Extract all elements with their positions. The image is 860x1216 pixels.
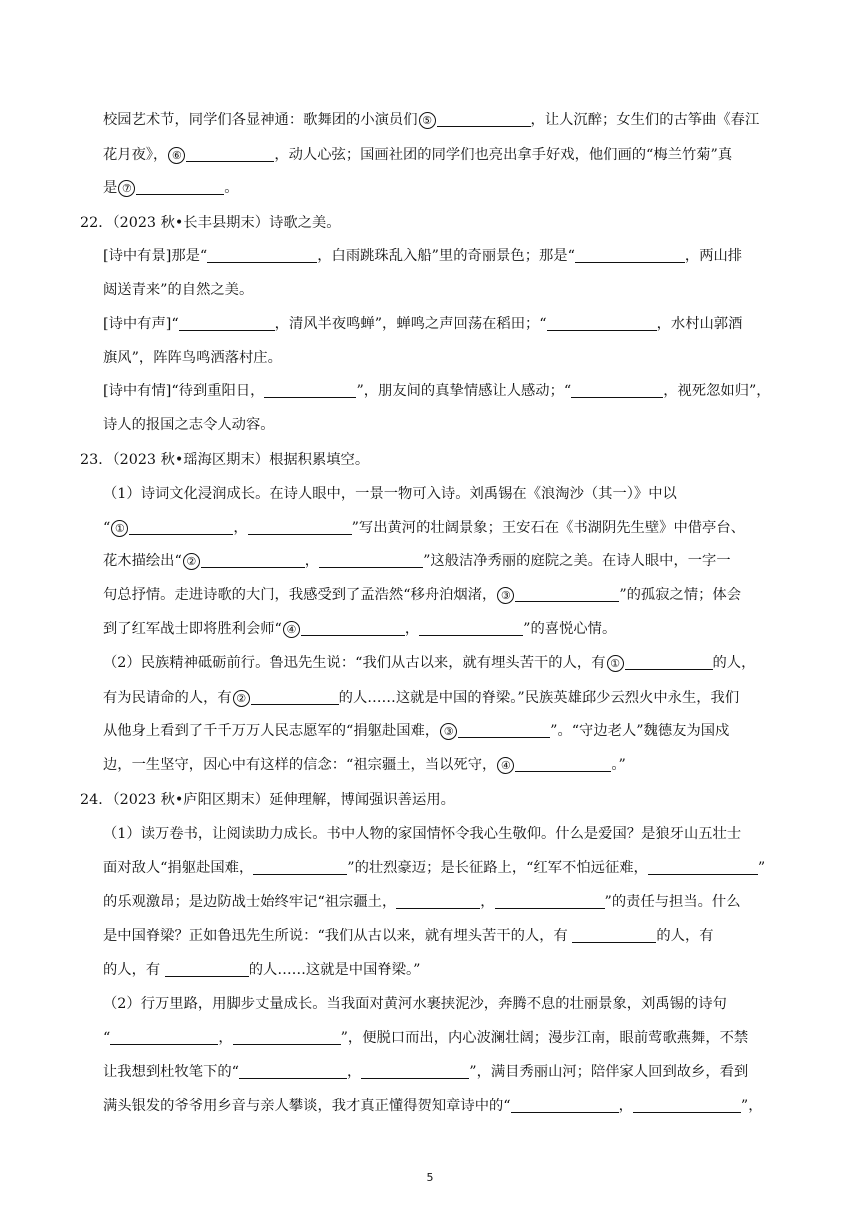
fill-in-blank (264, 382, 356, 398)
text-segment: “ (103, 1030, 111, 1046)
fill-in-blank (207, 247, 317, 263)
text-segment: 旗风”，阵阵鸟鸣洒落村庄。 (103, 350, 282, 366)
fill-in-blank (319, 552, 423, 568)
text-segment: ”写出黄河的壮阔景象；王安石在《书湖阴先生壁》中借亭台、 (351, 520, 745, 536)
circled-number: ① (607, 655, 624, 672)
circled-number: ② (183, 553, 200, 570)
fill-in-blank (110, 1029, 218, 1045)
text-segment: ， (218, 1030, 233, 1046)
text-segment: ”。“守边老人”魏德友为国戍 (550, 723, 730, 739)
text-line (0, 246, 860, 266)
text-line (0, 450, 860, 470)
fill-in-blank (547, 315, 657, 331)
text-line (0, 178, 860, 198)
text-line (0, 994, 860, 1014)
text-segment: （2）行万里路，用脚步丈量成长。当我面对黄河水裹挟泥沙，奔腾不息的壮丽景象，刘禹锡的诗句 (103, 996, 727, 1012)
text-segment: 的人， (712, 655, 756, 671)
text-line (0, 858, 860, 878)
text-line (0, 348, 860, 368)
text-segment: ， (304, 553, 320, 569)
text-line (0, 1028, 860, 1048)
text-line (0, 688, 860, 708)
fill-in-blank (648, 859, 758, 875)
text-segment: ”的壮烈豪迈；是长征路上，“红军不怕远征难， (347, 860, 648, 876)
fill-in-blank (495, 893, 605, 909)
text-segment: ，动人心弦；国画社团的同学们也亮出拿手好戏，他们画的“梅兰竹菊”真 (274, 147, 733, 163)
text-segment: 面对敌人“捐躯赴国难， (103, 860, 254, 876)
text-line (0, 892, 860, 912)
circled-number: ④ (497, 757, 514, 774)
text-segment: 。” (611, 757, 626, 773)
text-segment: 满头银发的爷爷用乡音与亲人攀谈，我才真正懂得贺知章诗中的“ (103, 1098, 511, 1114)
circled-number: ③ (440, 723, 457, 740)
text-line (0, 721, 860, 741)
text-line (0, 484, 860, 504)
text-segment: ”， (740, 1098, 763, 1114)
fill-in-blank (248, 519, 352, 535)
circled-number: ④ (283, 621, 300, 638)
text-line (0, 926, 860, 946)
text-segment: 的人，有 (103, 962, 165, 978)
text-line (0, 653, 860, 673)
circled-number: ⑥ (168, 147, 185, 164)
text-segment: ， (233, 520, 248, 536)
fill-in-blank (233, 1029, 341, 1045)
text-segment: ，水村山郭酒 (656, 316, 743, 332)
text-segment: （1）诗词文化浸润成长。在诗人眼中，一景一物可入诗。刘禹锡在《浪淘沙（其一）》中以 (103, 486, 677, 502)
text-segment: 边，一生坚守，因心中有这样的信念：“祖宗疆土，当以死守， (103, 757, 497, 773)
text-line (0, 381, 860, 401)
text-segment: ，两山排 (684, 248, 743, 264)
text-segment: 从他身上看到了千千万万人民志愿军的“捐躯赴国难， (103, 723, 440, 739)
text-segment: ”的孤寂之情；体会 (619, 587, 742, 603)
text-segment: 句总抒情。走进诗歌的大门，我感受到了孟浩然“移舟泊烟渚， (103, 587, 497, 603)
text-line (0, 1096, 860, 1116)
text-line (0, 551, 860, 571)
circled-number: ⑦ (118, 180, 135, 197)
text-segment: （2）民族精神砥砺前行。鲁迅先生说：“我们从古以来，就有埋头苦干的人，有 (103, 655, 606, 671)
fill-in-blank (165, 961, 249, 977)
circled-number: ① (111, 520, 128, 537)
text-segment: 23．（2023 秋•瑶海区期末）根据积累填空。 (80, 452, 370, 468)
circled-number: ② (233, 690, 250, 707)
text-line (0, 314, 860, 334)
text-segment: ”，朋友间的真挚情感让人感动；“ (356, 383, 572, 399)
text-line (0, 619, 860, 639)
circled-number: ⑤ (419, 112, 436, 129)
text-segment: 诗人的报国之志令人动容。 (103, 417, 275, 433)
fill-in-blank (419, 620, 523, 636)
text-segment: “ (103, 520, 111, 536)
text-segment: 让我想到杜牧笔下的“ (103, 1064, 239, 1080)
fill-in-blank (186, 146, 274, 162)
fill-in-blank (201, 552, 305, 568)
text-segment: ”，满目秀丽山河；陪伴家人回到故乡，看到 (469, 1064, 749, 1080)
fill-in-blank (396, 893, 480, 909)
text-segment: ，清风半夜鸣蝉”，蝉鸣之声回荡在稻田；“ (274, 316, 547, 332)
fill-in-blank (301, 620, 405, 636)
text-segment: 的乐观激昂；是边防战士始终牢记“祖宗疆土， (103, 894, 397, 910)
text-segment: 。 (224, 180, 239, 196)
fill-in-blank (251, 689, 339, 705)
text-line (0, 824, 860, 844)
text-segment: 22．（2023 秋•长丰县期末）诗歌之美。 (80, 215, 341, 231)
text-line (0, 960, 860, 980)
text-segment: 的人，有 (656, 928, 714, 944)
text-line (0, 755, 860, 775)
fill-in-blank (437, 111, 531, 127)
text-segment: ”的责任与担当。什么 (604, 894, 741, 910)
text-segment: ， (346, 1064, 362, 1080)
fill-in-blank (361, 1063, 469, 1079)
text-segment: ”，便脱口而出，内心波澜壮阔；漫步江南，眼前莺歌燕舞，不禁 (340, 1030, 749, 1046)
text-segment: ”这般洁净秀丽的庭院之美。在诗人眼中，一字一 (423, 553, 731, 569)
text-segment: ”的喜悦心情。 (523, 621, 617, 637)
fill-in-blank (136, 179, 224, 195)
fill-in-blank (239, 1063, 347, 1079)
text-segment: ” (757, 860, 766, 876)
text-segment: 花木描绘出“ (103, 553, 182, 569)
text-segment: ， (618, 1098, 633, 1114)
text-segment: ，让人沉醉；女生们的古筝曲《春江 (530, 112, 760, 128)
fill-in-blank (625, 654, 713, 670)
circled-number: ③ (497, 587, 514, 604)
text-segment: 是中国脊梁？正如鲁迅先生所说：“我们从古以来，就有埋头苦干的人，有 (103, 928, 573, 944)
text-segment: [诗中有情]“待到重阳日， (103, 383, 265, 399)
fill-in-blank (571, 382, 663, 398)
text-line (0, 110, 860, 130)
text-line (0, 1062, 860, 1082)
text-segment: [诗中有景]那是“ (103, 248, 208, 264)
text-line (0, 415, 860, 435)
text-segment: 是 (103, 180, 118, 196)
fill-in-blank (572, 927, 656, 943)
text-line (0, 790, 860, 810)
text-segment: ，白雨跳珠乱入船”里的奇丽景色；那是“ (317, 248, 575, 264)
text-line (0, 213, 860, 233)
text-segment: 有为民请命的人，有 (103, 690, 232, 706)
text-line (0, 280, 860, 300)
text-line (0, 145, 860, 165)
page-number: 5 (426, 1171, 434, 1184)
text-segment: 花月夜》， (103, 147, 168, 163)
text-line (0, 585, 860, 605)
text-segment: ， (480, 894, 495, 910)
fill-in-blank (129, 519, 233, 535)
fill-in-blank (515, 586, 619, 602)
fill-in-blank (633, 1097, 741, 1113)
text-segment: ， (404, 621, 420, 637)
text-segment: ，视死忽如归”， (663, 383, 771, 399)
text-segment: 到了红军战士即将胜利会师“ (103, 621, 282, 637)
text-segment: 的人……这就是中国脊梁。” (248, 962, 421, 978)
text-line (0, 518, 860, 538)
fill-in-blank (575, 247, 685, 263)
text-segment: 闼送青来”的自然之美。 (103, 282, 254, 298)
text-segment: 校园艺术节，同学们各显神通：歌舞团的小演员们 (103, 112, 418, 128)
fill-in-blank (253, 859, 347, 875)
fill-in-blank (511, 1097, 619, 1113)
text-segment: 的人……这就是中国的脊梁。”民族英雄邱少云烈火中永生，我们 (338, 690, 740, 706)
fill-in-blank (515, 756, 611, 772)
text-segment: （1）读万卷书，让阅读助力成长。书中人物的家国情怀令我心生敬仰。什么是爱国？是狼牙山五壮士 (103, 826, 742, 842)
text-segment: 24．（2023 秋•庐阳区期末）延伸理解，博闻强识善运用。 (80, 792, 455, 808)
text-segment: [诗中有声]“ (103, 316, 179, 332)
fill-in-blank (179, 315, 275, 331)
fill-in-blank (458, 722, 550, 738)
